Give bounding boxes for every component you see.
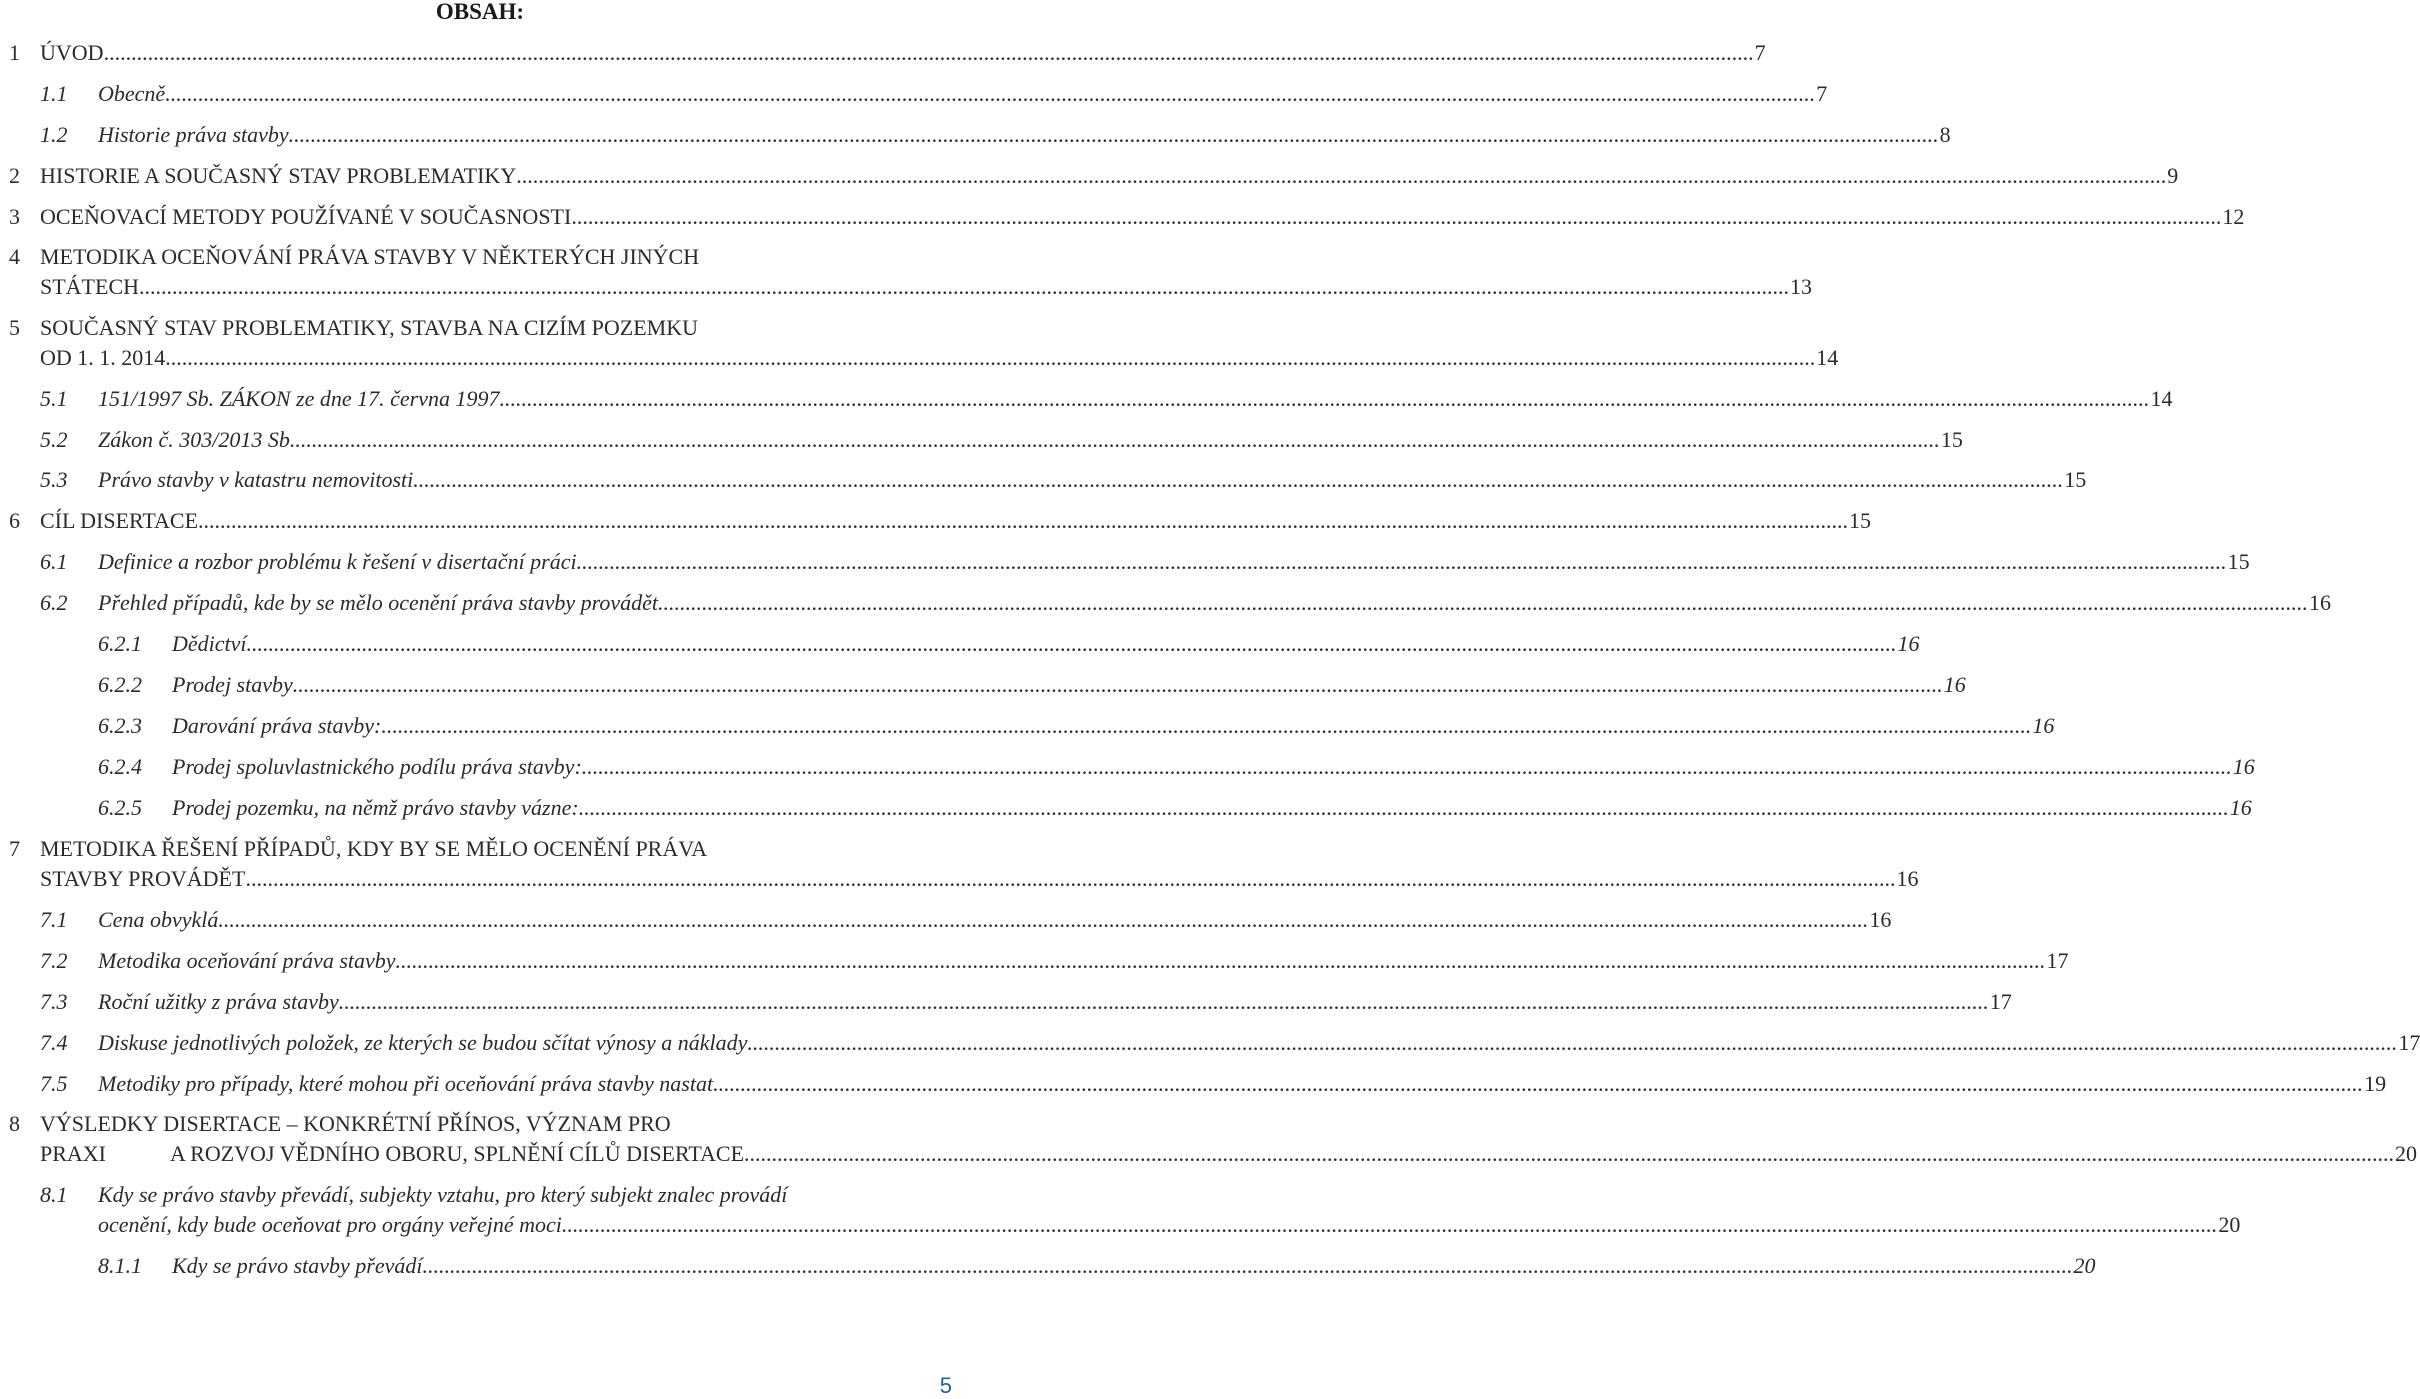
toc-entry-number: 1.1 — [40, 81, 68, 106]
dot-leader: ............................................................................................................................................................................................................................................................................................................ — [581, 754, 2232, 779]
dot-leader: ............................................................................................................................................................................................................................................................................................................ — [292, 672, 1943, 697]
toc-entry-title-line1: SOUČASNÝ STAV PROBLEMATIKY, STAVBA NA CIZÍM POZEMKU — [40, 315, 699, 340]
toc-entry-title-row — [172, 629, 1920, 659]
toc-entry-page: 7 — [1754, 40, 1766, 65]
toc-entry-first-line — [0, 834, 955, 864]
dot-leader: ............................................................................................................................................................................................................................................................................................................ — [658, 590, 2309, 615]
toc-entry-number: 2 — [9, 163, 20, 188]
toc-entry-page: 15 — [2064, 467, 2087, 492]
toc-entry-title-row — [40, 272, 1812, 302]
toc-entry-title-row — [98, 425, 1963, 455]
toc-entry-title-row — [98, 905, 1892, 935]
toc-entry-title: Přehled případů, kde by se mělo ocenění práva stavby provádět — [98, 590, 659, 615]
dot-leader: ............................................................................................................................................................................................................................................................................................................ — [165, 345, 1816, 370]
toc-entry[interactable] — [0, 1139, 2418, 1169]
dot-leader: ............................................................................................................................................................................................................................................................................................................ — [288, 122, 1939, 147]
toc-entry-page: 16 — [1943, 672, 1966, 697]
toc-entry[interactable] — [0, 343, 1839, 373]
toc-entry-title: Historie práva stavby — [98, 122, 289, 147]
toc-entry-page: 17 — [2398, 1030, 2420, 1055]
toc-entry[interactable] — [0, 425, 1963, 455]
toc-entry-page: 15 — [1849, 508, 1872, 533]
toc-entry-number: 6.2.3 — [98, 713, 142, 738]
toc-entry-number: 6.2.5 — [98, 795, 142, 820]
page-number: 5 — [939, 1373, 952, 1398]
toc-entry[interactable] — [0, 1028, 2420, 1058]
toc-entry-title-row — [98, 588, 2332, 618]
toc-entry[interactable] — [0, 1251, 2096, 1281]
toc-entry-first-line — [0, 1180, 955, 1210]
toc-entry-page: 20 — [2395, 1141, 2418, 1166]
toc-entry-title: CÍL DISERTACE — [40, 508, 199, 533]
toc-entry-title: ÚVOD — [40, 40, 104, 65]
toc-entry-page: 16 — [2032, 713, 2055, 738]
toc-entry-title-part: PRAXI — [40, 1141, 107, 1166]
toc-entry-title: Definice a rozbor problému k řešení v disertační práci — [98, 549, 577, 574]
toc-entry[interactable] — [0, 38, 1766, 68]
toc-entry-title-row — [40, 202, 2245, 232]
toc-entry-first-line — [0, 1109, 955, 1139]
toc-entry-title-row — [172, 711, 2055, 741]
dot-leader: ............................................................................................................................................................................................................................................................................................................ — [395, 948, 2046, 973]
dot-leader: ............................................................................................................................................................................................................................................................................................................ — [567, 1212, 2218, 1237]
toc-entry-number: 7.2 — [40, 948, 68, 973]
dot-leader: ............................................................................................................................................................................................................................................................................................................ — [165, 81, 1816, 106]
toc-entry-title: Cena obvyklá — [98, 907, 219, 932]
toc-entry-title-line1: VÝSLEDKY DISERTACE – KONKRÉTNÍ PŘÍNOS, VÝZNAM PRO — [40, 1111, 671, 1136]
dot-leader: ............................................................................................................................................................................................................................................................................................................ — [338, 989, 1989, 1014]
toc-entry-number: 7 — [9, 836, 20, 861]
toc-entry[interactable] — [0, 272, 1812, 302]
toc-entry-number: 7.3 — [40, 989, 68, 1014]
toc-entry[interactable] — [0, 588, 2332, 618]
dot-leader: ............................................................................................................................................................................................................................................................................................................ — [516, 163, 2167, 188]
toc-entry-title: OD 1. 1. 2014 — [40, 345, 166, 370]
toc-entry-title: STÁTECH — [40, 274, 139, 299]
toc-entry-title: Prodej stavby — [172, 672, 293, 697]
toc-entry-title: Diskuse jednotlivých položek, ze kterých se budou sčítat výnosy a náklady — [98, 1030, 748, 1055]
toc-entry-title-row — [98, 384, 2173, 414]
dot-leader: ............................................................................................................................................................................................................................................................................................................ — [103, 40, 1754, 65]
toc-entry-page: 16 — [1896, 866, 1919, 891]
toc-entry-page: 16 — [1897, 631, 1920, 656]
toc-entry-number: 1.2 — [40, 122, 68, 147]
toc-entry[interactable] — [0, 1069, 2387, 1099]
toc-entry-page: 9 — [2167, 163, 2179, 188]
toc-entry-title: Metodika oceňování práva stavby — [98, 948, 396, 973]
toc-entry[interactable] — [0, 506, 1872, 536]
toc-entry-title: Roční užitky z práva stavby — [98, 989, 339, 1014]
dot-leader: ............................................................................................................................................................................................................................................................................................................ — [198, 508, 1849, 533]
toc-entry-title-row — [98, 1210, 2241, 1240]
toc-entry-title: Kdy se právo stavby převádí — [172, 1253, 423, 1278]
toc-entry[interactable] — [0, 752, 2255, 782]
toc-entry-page: 15 — [2227, 549, 2250, 574]
toc-entry-page: 20 — [2073, 1253, 2096, 1278]
toc-entry-title: 151/1997 Sb. ZÁKON ze dne 17. června 1997 — [98, 386, 500, 411]
toc-entry-number: 8.1.1 — [98, 1253, 142, 1278]
toc-entry-title-row — [98, 79, 1828, 109]
toc-entry-number: 6.2.4 — [98, 754, 142, 779]
toc-entry-title-line1: Kdy se právo stavby převádí, subjekty vztahu, pro který subjekt znalec provádí — [98, 1182, 788, 1207]
toc-entry-number: 5.1 — [40, 386, 68, 411]
dot-leader: ............................................................................................................................................................................................................................................................................................................ — [289, 427, 1940, 452]
toc-entry-page: 17 — [1989, 989, 2012, 1014]
toc-entry-page: 12 — [2222, 204, 2245, 229]
toc-entry[interactable] — [0, 465, 2087, 495]
toc-entry[interactable] — [0, 1210, 2241, 1240]
toc-entry[interactable] — [0, 793, 2252, 823]
toc-entry-page: 7 — [1816, 81, 1828, 106]
toc-entry[interactable] — [0, 629, 1920, 659]
toc-entry-title: ocenění, kdy bude oceňovat pro orgány veřejné moci. — [98, 1212, 568, 1237]
dot-leader: ............................................................................................................................................................................................................................................................................................................ — [747, 1030, 2398, 1055]
toc-entry[interactable] — [0, 384, 2173, 414]
toc-entry-page: 16 — [2232, 754, 2255, 779]
toc-entry[interactable] — [0, 79, 1828, 109]
toc-entry-page: 16 — [2229, 795, 2252, 820]
toc-entry[interactable] — [0, 864, 1919, 894]
toc-entry-number: 6.1 — [40, 549, 68, 574]
toc-entry-title: Právo stavby v katastru nemovitosti — [98, 467, 414, 492]
toc-entry-title: STAVBY PROVÁDĚT — [40, 866, 246, 891]
toc-entry-title-row — [172, 793, 2252, 823]
toc-entry-number: 6 — [9, 508, 20, 533]
toc-entry-title-row — [172, 1251, 2096, 1281]
dot-leader: ............................................................................................................................................................................................................................................................................................................ — [246, 631, 1897, 656]
toc-entry-title: HISTORIE A SOUČASNÝ STAV PROBLEMATIKY — [40, 163, 517, 188]
dot-leader: ............................................................................................................................................................................................................................................................................................................ — [413, 467, 2064, 492]
toc-entry-number: 5 — [9, 315, 20, 340]
dot-leader: ............................................................................................................................................................................................................................................................................................................ — [499, 386, 2150, 411]
dot-leader: ............................................................................................................................................................................................................................................................................................................ — [422, 1253, 2073, 1278]
toc-entry-title-row — [98, 987, 2012, 1017]
toc-entry-title: Metodiky pro případy, které mohou při oceňování práva stavby nastat — [98, 1071, 714, 1096]
toc-entry-first-line — [0, 242, 955, 272]
toc-entry-title: Obecně — [98, 81, 166, 106]
toc-entry-page: 14 — [1816, 345, 1839, 370]
toc-entry-title: Darování práva stavby: — [172, 713, 382, 738]
toc-entry-page: 16 — [2309, 590, 2332, 615]
toc-entry[interactable] — [0, 987, 2012, 1017]
dot-leader: ............................................................................................................................................................................................................................................................................................................ — [218, 907, 1869, 932]
toc-entry-number: 7.4 — [40, 1030, 68, 1055]
toc-entry-title-row — [98, 1028, 2420, 1058]
toc-entry-first-line — [0, 313, 955, 343]
toc-entry-title: Prodej pozemku, na němž právo stavby vázne: — [172, 795, 579, 820]
toc-entry-page: 15 — [1940, 427, 1963, 452]
dot-leader: ............................................................................................................................................................................................................................................................................................................ — [713, 1071, 2364, 1096]
dot-leader: ............................................................................................................................................................................................................................................................................................................ — [139, 274, 1789, 299]
dot-leader: ............................................................................................................................................................................................................................................................................................................ — [578, 795, 2229, 820]
toc-entry-title: Prodej spoluvlastnického podílu práva stavby: — [172, 754, 582, 779]
toc-entry-page: 14 — [2150, 386, 2173, 411]
toc-entry-title-row — [172, 752, 2255, 782]
toc-entry[interactable] — [0, 202, 2245, 232]
toc-entry-number: 7.5 — [40, 1071, 68, 1096]
toc-entry-title-line1: METODIKA ŘEŠENÍ PŘÍPADŮ, KDY BY SE MĚLO OCENĚNÍ PRÁVA — [40, 836, 708, 861]
toc-entry-number: 5.3 — [40, 467, 68, 492]
toc-entry-number: 1 — [9, 40, 20, 65]
toc-entry[interactable] — [0, 905, 1892, 935]
toc-entry-number: 8 — [9, 1111, 20, 1136]
toc-entry[interactable] — [0, 711, 2055, 741]
dot-leader: ............................................................................................................................................................................................................................................................................................................ — [245, 866, 1896, 891]
toc-entry-title-row — [170, 1139, 2418, 1169]
toc-entry-title-row — [98, 465, 2087, 495]
toc-entry-title-row — [98, 946, 2069, 976]
toc-entry-number: 7.1 — [40, 907, 68, 932]
page-title: OBSAH: — [435, 0, 525, 24]
toc-entry-page: 16 — [1869, 907, 1892, 932]
toc-entry-number: 4 — [9, 244, 20, 269]
toc-entry-title: Zákon č. 303/2013 Sb — [98, 427, 290, 452]
toc-entry-page: 19 — [2364, 1071, 2387, 1096]
dot-leader: ............................................................................................................................................................................................................................................................................................................ — [571, 204, 2222, 229]
dot-leader: ............................................................................................................................................................................................................................................................................................................ — [576, 549, 2227, 574]
toc-entry-number: 6.2 — [40, 590, 68, 615]
toc-entry-title-row — [98, 1069, 2387, 1099]
toc-entry-title-row — [40, 161, 2179, 191]
toc-entry[interactable] — [0, 120, 1951, 150]
toc-entry-title: OCEŇOVACÍ METODY POUŽÍVANÉ V SOUČASNOSTI — [40, 204, 572, 229]
toc-entry-page: 8 — [1939, 122, 1951, 147]
toc-entry-page: 20 — [2218, 1212, 2241, 1237]
toc-entry-number: 6.2.2 — [98, 672, 142, 697]
toc-entry-title-row — [98, 120, 1951, 150]
toc-entry-title-row — [98, 547, 2250, 577]
toc-entry[interactable] — [0, 161, 2179, 191]
toc-entry-number: 6.2.1 — [98, 631, 142, 656]
toc-entry-title-row — [40, 38, 1766, 68]
toc-entry-number: 8.1 — [40, 1182, 68, 1207]
toc-entry-title-line1: METODIKA OCEŇOVÁNÍ PRÁVA STAVBY V NĚKTERÝCH JINÝCH — [40, 244, 700, 269]
toc-entry[interactable] — [0, 547, 2250, 577]
toc-entry[interactable] — [0, 670, 1966, 700]
toc-entry-number: 3 — [9, 204, 20, 229]
toc-entry-title-row — [40, 506, 1872, 536]
toc-entry-title-row — [40, 343, 1839, 373]
toc-entry[interactable] — [0, 946, 2069, 976]
toc-entry-title-row — [172, 670, 1966, 700]
toc-entry-page: 17 — [2046, 948, 2069, 973]
toc-entry-title: Dědictví — [172, 631, 247, 656]
dot-leader: ............................................................................................................................................................................................................................................................................................................ — [744, 1141, 2395, 1166]
toc-entry-page: 13 — [1790, 274, 1812, 299]
toc-entry-title-row — [40, 864, 1919, 894]
toc-entry-title: A ROZVOJ VĚDNÍHO OBORU, SPLNĚNÍ CÍLŮ DISERTACE — [170, 1141, 745, 1166]
toc-entry-number: 5.2 — [40, 427, 68, 452]
dot-leader: ............................................................................................................................................................................................................................................................................................................ — [381, 713, 2032, 738]
